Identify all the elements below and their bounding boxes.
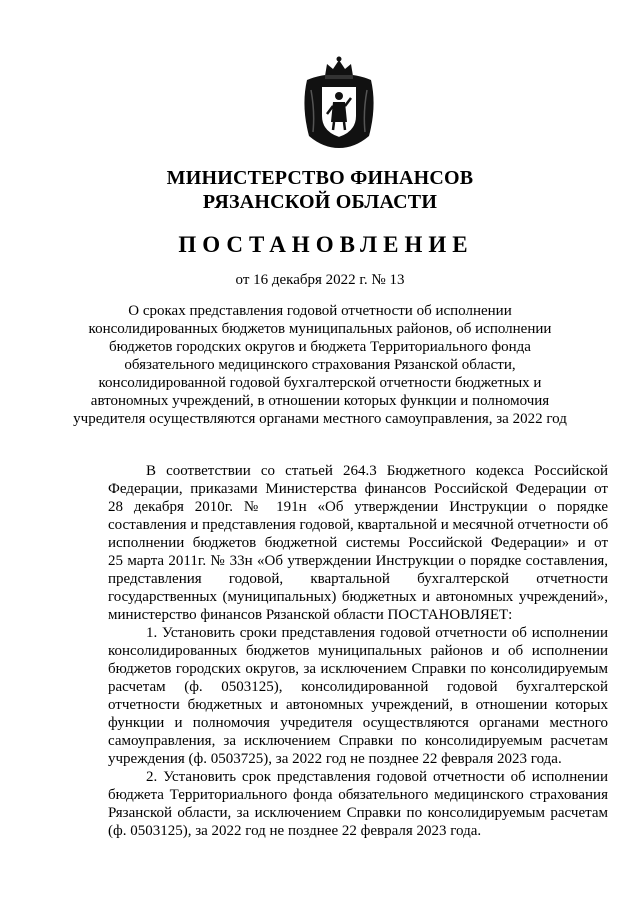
- body-line: (ф. 0503125), за 2022 год не позднее 22 февраля 2023 года.: [108, 823, 482, 839]
- body-line: отчетности бюджетных и автономных учреждений, в отношении которых: [108, 697, 608, 713]
- document-type: ПОСТАНОВЛЕНИЕ: [178, 232, 474, 257]
- document-date-number: от 16 декабря 2022 г. № 13: [235, 272, 405, 288]
- body-line: 28 декабря 2010г. № 191н «Об утверждении Инструкции о порядке: [108, 499, 608, 515]
- ministry-name-line1: МИНИСТЕРСТВО ФИНАНСОВ: [166, 167, 474, 189]
- title-line: консолидированных бюджетов муниципальных районов, об исполнении: [88, 321, 552, 337]
- title-line: консолидированной годовой бухгалтерской отчетности бюджетных и: [98, 375, 542, 391]
- body-line: государственных (муниципальных) бюджетных и автономных учреждений»,: [108, 589, 608, 605]
- title-line: обязательного медицинского страхования Рязанской области,: [124, 357, 516, 373]
- title-line: О сроках представления годовой отчетности об исполнении: [128, 303, 512, 319]
- body-line: бюджета Территориального фонда обязательного медицинского страхования: [108, 787, 608, 803]
- ryazan-coat-of-arms-icon: [297, 56, 381, 150]
- body-line: расчетам (ф. 0503125), консолидированной годовой бухгалтерской: [108, 679, 608, 695]
- body-line: функции и полномочия учредителя осуществляются органами местного: [108, 715, 608, 731]
- body-line: исполнении бюджетов бюджетной системы Российской Федерации» и от: [108, 535, 608, 551]
- body-line: учреждения (ф. 0503725), за 2022 год не позднее 22 февраля 2023 года.: [108, 751, 562, 767]
- body-line: бюджетов городских округов, за исключением Справки по консолидируемым: [108, 661, 608, 677]
- body-line: 1. Установить сроки представления годовой отчетности об исполнении: [146, 625, 608, 641]
- title-line: автономных учреждений, в отношении которых функции и полномочия: [90, 393, 550, 409]
- body-line: 2. Установить срок представления годовой отчетности об исполнении: [146, 769, 608, 785]
- title-line: бюджетов городских округов и бюджета Территориального фонда: [109, 339, 531, 355]
- body-line: Федерации, приказами Министерства финансов Российской Федерации от: [108, 481, 608, 497]
- body-line: составления и представления годовой, квартальной и месячной отчетности об: [108, 517, 609, 533]
- body-line: консолидированных бюджетов муниципальных районов и об исполнении: [108, 643, 608, 659]
- title-line: учредителя осуществляются органами местного самоуправления, за 2022 год: [73, 411, 567, 427]
- body-line: самоуправления, за исключением Справки по консолидируемым расчетам: [108, 733, 608, 749]
- body-line: министерство финансов Рязанской области ПОСТАНОВЛЯЕТ:: [108, 607, 513, 623]
- body-line: В соответствии со статьей 264.3 Бюджетного кодекса Российской: [146, 463, 608, 479]
- body-line: 25 марта 2011г. № 33н «Об утверждении Инструкции о порядке составления,: [108, 553, 608, 569]
- ministry-name-line2: РЯЗАНСКОЙ ОБЛАСТИ: [202, 191, 438, 213]
- body-line: Рязанской области, за исключением Справки по консолидируемым расчетам: [108, 805, 608, 821]
- body-line: представления годовой, квартальной бухгалтерской отчетности: [108, 571, 608, 587]
